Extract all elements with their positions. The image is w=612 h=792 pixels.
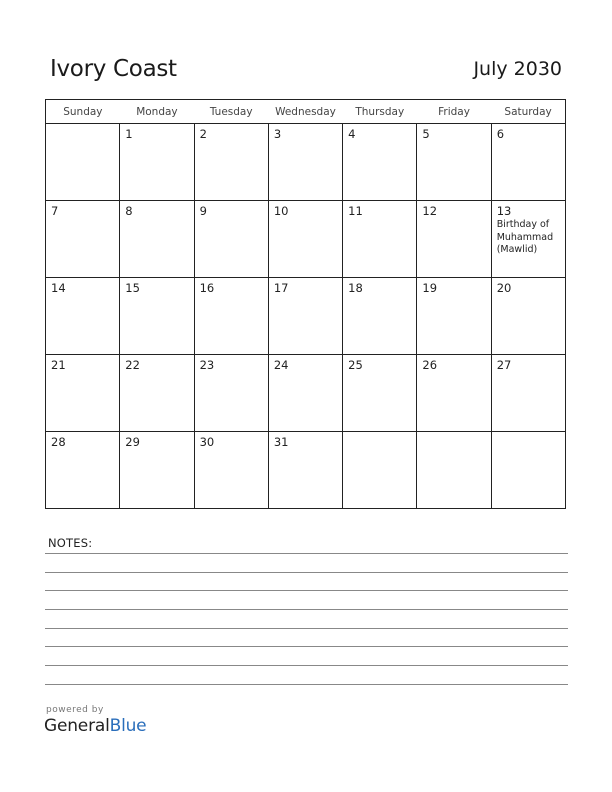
day-cell [120, 278, 194, 355]
day-number: 17 [273, 281, 289, 295]
day-cell [491, 201, 565, 278]
day-number: 18 [348, 281, 363, 295]
day-cell [120, 355, 194, 432]
brand-logo[interactable] [44, 716, 146, 736]
day-cell [417, 124, 491, 201]
note-line [45, 609, 568, 610]
holiday-label: Birthday of Muhammad (Mawlid) [496, 219, 554, 255]
day-cell [268, 124, 342, 201]
day-number: 26 [422, 358, 438, 372]
day-cell [194, 124, 268, 201]
day-number: 21 [51, 358, 66, 372]
day-cell [268, 278, 342, 355]
day-number: 22 [125, 358, 140, 372]
week-row [46, 201, 566, 278]
day-cell [120, 124, 194, 201]
weekday-header-row [46, 100, 566, 124]
weekday-header: Thursday [343, 100, 417, 124]
day-cell [194, 278, 268, 355]
day-number: 16 [199, 281, 215, 295]
day-cell [120, 432, 194, 509]
day-cell [343, 278, 417, 355]
weekday-header: Friday [417, 100, 491, 124]
note-line [45, 553, 568, 554]
day-number: 28 [51, 435, 66, 449]
powered-by-text: powered by [46, 705, 104, 715]
day-cell [194, 201, 268, 278]
day-cell [491, 432, 565, 509]
day-number: 11 [348, 204, 363, 218]
day-cell [343, 124, 417, 201]
weekday-header: Saturday [491, 100, 565, 124]
day-number: 1 [125, 127, 133, 141]
day-cell [343, 355, 417, 432]
note-line [45, 684, 568, 685]
day-cell [491, 124, 565, 201]
week-row [46, 355, 566, 432]
day-cell [46, 278, 120, 355]
brand-name-general: General [44, 716, 110, 736]
day-number: 14 [51, 281, 66, 295]
day-cell [46, 124, 120, 201]
day-cell [417, 201, 491, 278]
day-number: 15 [125, 281, 140, 295]
day-number: 8 [125, 204, 133, 218]
note-line [45, 665, 568, 666]
calendar-body [46, 124, 566, 509]
day-number: 7 [51, 204, 59, 218]
day-number: 3 [273, 127, 282, 141]
calendar-grid [45, 99, 566, 509]
day-cell [268, 355, 342, 432]
note-line [45, 628, 568, 629]
day-number: 31 [273, 435, 289, 449]
weekday-header: Tuesday [194, 100, 268, 124]
day-cell [491, 355, 565, 432]
day-cell [268, 201, 342, 278]
day-cell [343, 432, 417, 509]
day-number: 29 [125, 435, 140, 449]
note-line [45, 646, 568, 647]
day-number: 25 [348, 358, 363, 372]
day-number: 13 [496, 204, 512, 218]
day-number: 19 [422, 281, 438, 295]
day-number: 30 [199, 435, 215, 449]
day-number: 2 [199, 127, 207, 141]
day-number: 27 [496, 358, 512, 372]
note-line [45, 572, 568, 573]
note-line [45, 590, 568, 591]
day-number: 4 [348, 127, 356, 141]
day-cell [46, 432, 120, 509]
day-cell [268, 432, 342, 509]
day-cell [194, 432, 268, 509]
day-number: 20 [496, 281, 512, 295]
day-cell [194, 355, 268, 432]
day-number: 24 [273, 358, 289, 372]
brand-name-blue: Blue [109, 716, 147, 736]
week-row [46, 432, 566, 509]
week-row [46, 278, 566, 355]
day-cell [46, 201, 120, 278]
day-number: 12 [422, 204, 438, 218]
day-number: 5 [422, 127, 430, 141]
day-number: 23 [199, 358, 215, 372]
day-number: 10 [273, 204, 289, 218]
day-cell [120, 201, 194, 278]
day-cell [491, 278, 565, 355]
day-cell [343, 201, 417, 278]
page-title: Ivory Coast [50, 56, 177, 82]
month-year-label: July 2030 [473, 58, 562, 80]
day-cell [417, 432, 491, 509]
weekday-header: Wednesday [268, 100, 342, 124]
day-cell [417, 355, 491, 432]
day-number: 6 [496, 127, 505, 141]
weekday-header: Sunday [46, 100, 120, 124]
weekday-header: Monday [120, 100, 194, 124]
week-row [46, 124, 566, 201]
day-cell [46, 355, 120, 432]
notes-label: NOTES: [48, 536, 93, 550]
day-cell [417, 278, 491, 355]
day-number: 9 [199, 204, 207, 218]
